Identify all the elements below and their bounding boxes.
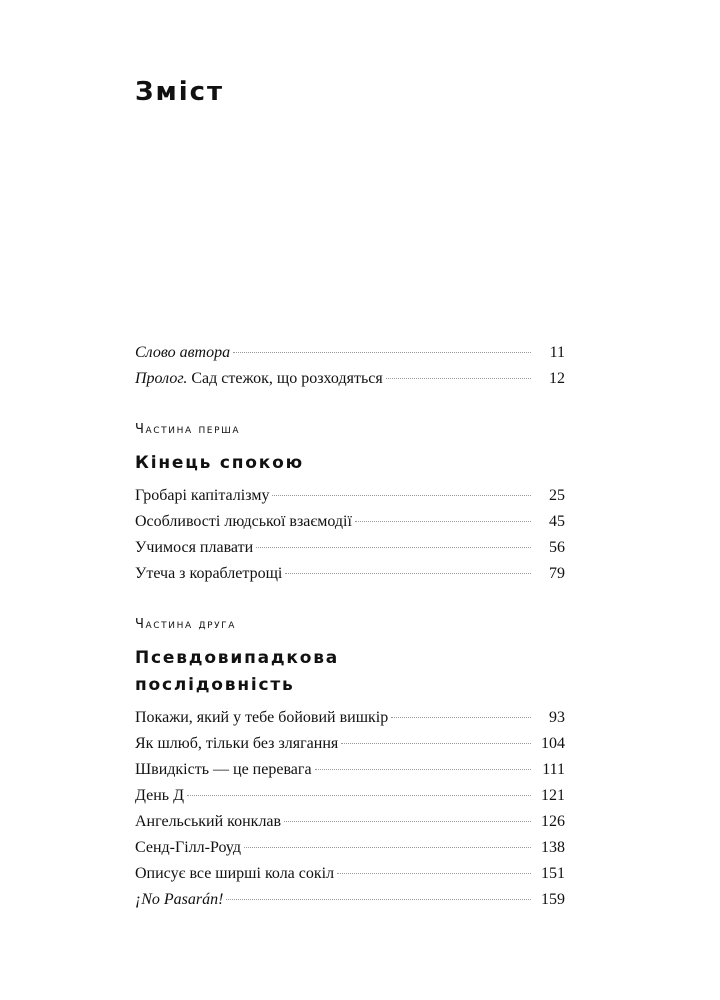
dot-leader bbox=[285, 573, 531, 574]
toc-entry[interactable] bbox=[135, 535, 565, 561]
page-title: Зміст bbox=[135, 77, 225, 107]
toc-entry-label: Особливості людської взаємодії bbox=[135, 513, 352, 530]
toc-entry[interactable] bbox=[135, 809, 565, 835]
part-title bbox=[135, 645, 565, 699]
toc-page-number: 121 bbox=[541, 787, 565, 804]
part-two-section bbox=[135, 613, 565, 913]
part-title-line: послідовність bbox=[135, 675, 295, 695]
intro-section bbox=[135, 340, 565, 392]
toc-page-number: 159 bbox=[541, 891, 565, 908]
toc-entry[interactable] bbox=[135, 757, 565, 783]
toc-entry-label: Описує все ширші кола сокіл bbox=[135, 865, 335, 882]
dot-leader bbox=[337, 873, 531, 874]
toc-page-number: 25 bbox=[549, 487, 565, 504]
table-of-contents bbox=[135, 340, 565, 913]
toc-entry-prologue[interactable] bbox=[135, 366, 565, 392]
toc-page-number: 56 bbox=[549, 539, 565, 556]
toc-entry-label: Як шлюб, тільки без злягання bbox=[135, 735, 339, 752]
toc-entry[interactable] bbox=[135, 861, 565, 887]
toc-entry[interactable] bbox=[135, 731, 565, 757]
toc-entry-label: День Д bbox=[135, 787, 184, 804]
dot-leader bbox=[386, 378, 531, 379]
dot-leader bbox=[355, 521, 531, 522]
dot-leader bbox=[272, 495, 531, 496]
toc-page-number: 93 bbox=[549, 709, 565, 726]
toc-entry-author-word[interactable] bbox=[135, 340, 565, 366]
part-title: Кінець спокою bbox=[135, 453, 304, 473]
dot-leader bbox=[226, 899, 531, 900]
part-label: Частина перша bbox=[135, 422, 241, 437]
toc-entry-label: Утеча з кораблетрощі bbox=[135, 565, 283, 582]
dot-leader bbox=[391, 717, 531, 718]
toc-page-number: 11 bbox=[549, 344, 565, 361]
toc-entry-label: Ангельський конклав bbox=[135, 813, 282, 830]
toc-page-number: 126 bbox=[541, 813, 565, 830]
toc-entry-label: Слово автора bbox=[135, 344, 231, 361]
toc-page-number: 138 bbox=[541, 839, 565, 856]
toc-entry-label: Сенд-Гілл-Роуд bbox=[135, 839, 242, 856]
toc-entry[interactable] bbox=[135, 887, 565, 913]
toc-entry-label: Пролог. Сад стежок, що розходяться bbox=[135, 370, 383, 387]
dot-leader bbox=[341, 743, 531, 744]
toc-entry-label: Швидкість — це перевага bbox=[135, 761, 312, 778]
toc-page-number: 79 bbox=[549, 565, 565, 582]
toc-entry-label: Учимося плавати bbox=[135, 539, 254, 556]
toc-entry-label: Покажи, який у тебе бойовий вишкір bbox=[135, 709, 389, 726]
toc-entry[interactable] bbox=[135, 509, 565, 535]
toc-page-number: 104 bbox=[541, 735, 565, 752]
dot-leader bbox=[315, 769, 531, 770]
toc-entry[interactable] bbox=[135, 705, 565, 731]
part-title-line: Псевдовипадкова bbox=[135, 648, 340, 668]
toc-entry-label: Гробарі капіталізму bbox=[135, 487, 270, 504]
dot-leader bbox=[233, 352, 531, 353]
dot-leader bbox=[244, 847, 531, 848]
toc-page-number: 12 bbox=[549, 370, 565, 387]
toc-entry-label: ¡No Pasarán! bbox=[135, 891, 224, 908]
toc-page-number: 151 bbox=[541, 865, 565, 882]
toc-entry[interactable] bbox=[135, 783, 565, 809]
dot-leader bbox=[284, 821, 531, 822]
toc-entry[interactable] bbox=[135, 561, 565, 587]
part-label: Частина друга bbox=[135, 617, 237, 632]
dot-leader bbox=[256, 547, 531, 548]
toc-entry[interactable] bbox=[135, 483, 565, 509]
toc-page-number: 111 bbox=[542, 761, 565, 778]
toc-entry[interactable] bbox=[135, 835, 565, 861]
toc-page-number: 45 bbox=[549, 513, 565, 530]
part-one-section bbox=[135, 418, 565, 587]
dot-leader bbox=[187, 795, 531, 796]
